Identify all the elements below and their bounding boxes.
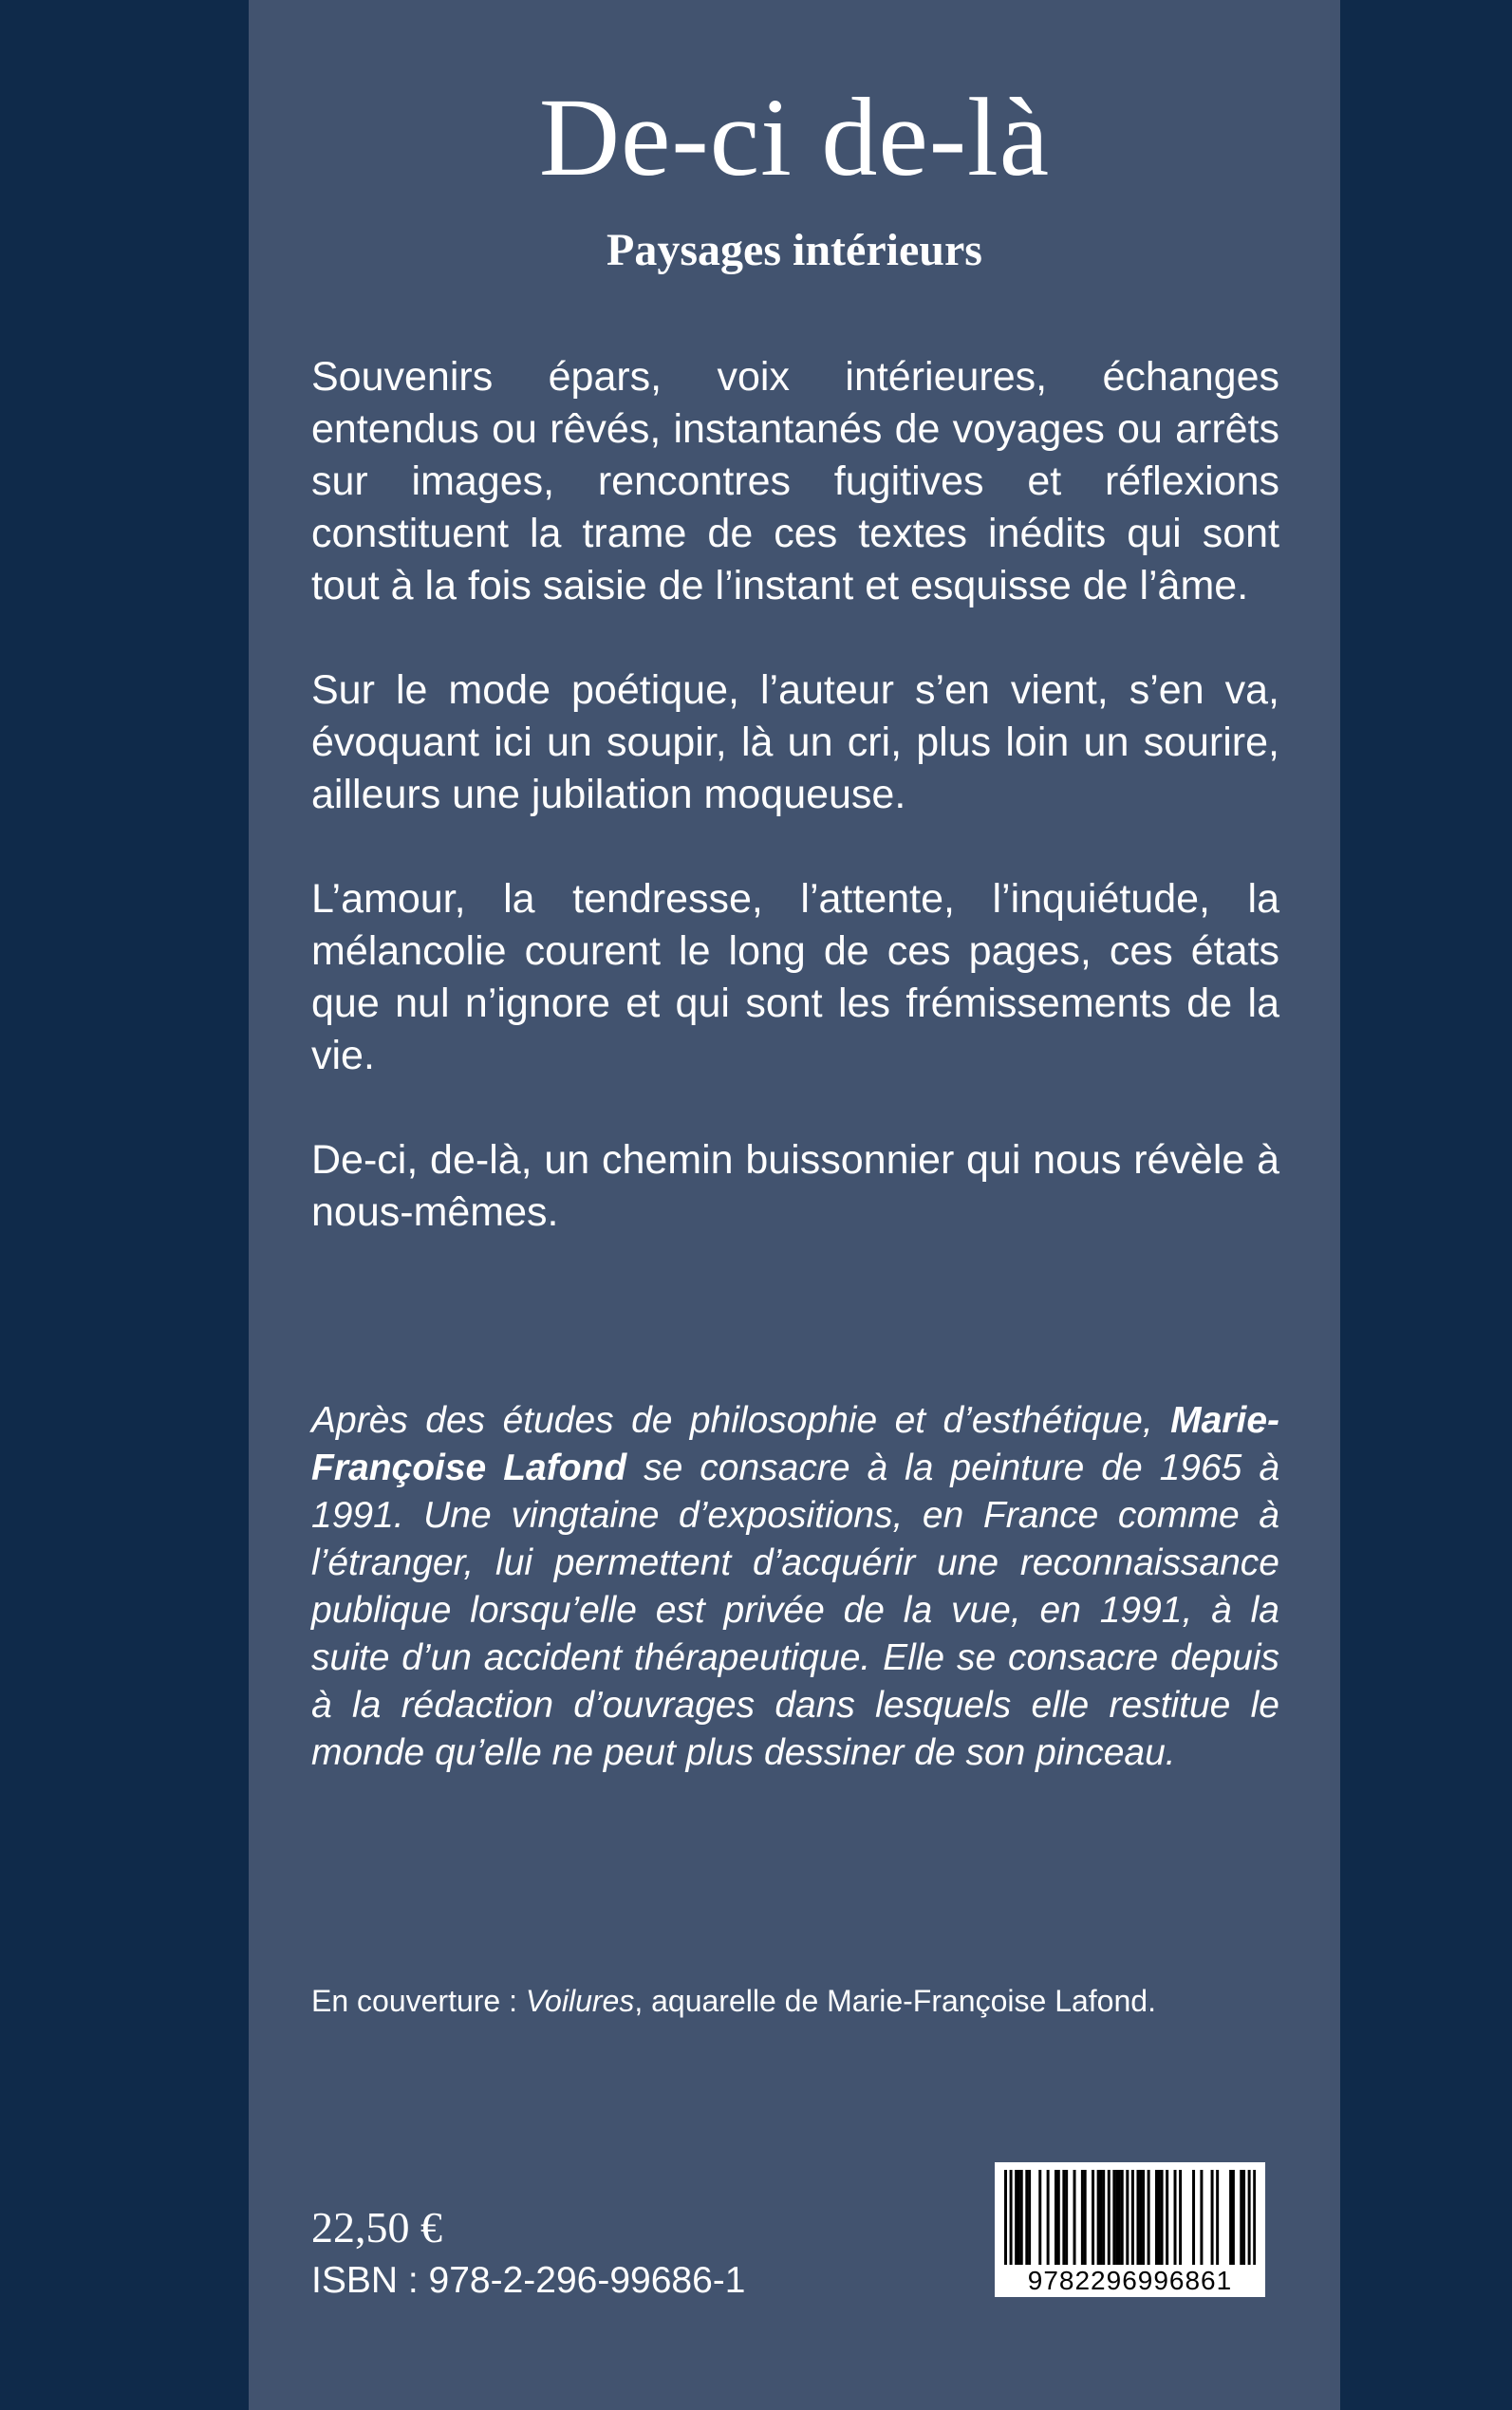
barcode-bar bbox=[1057, 2170, 1060, 2265]
barcode-bar bbox=[1004, 2170, 1007, 2265]
barcode-bar bbox=[1020, 2170, 1023, 2265]
barcode-bar bbox=[1139, 2170, 1142, 2265]
barcode-bar bbox=[1112, 2170, 1115, 2265]
barcode-bar bbox=[1099, 2170, 1102, 2265]
barcode-bar bbox=[1121, 2170, 1124, 2265]
barcode-bar bbox=[1115, 2170, 1118, 2265]
barcode-bar bbox=[1242, 2170, 1245, 2265]
author-bio bbox=[311, 1397, 1279, 1777]
bio-rest: se consacre à la peinture de 1965 à 1991. Une vingtaine d’expositions, en France comme à l’étranger, lui permettent d’acquérir une reconnaissance publique lorsqu’elle est privée de la vue, en 1991, à la suite d’un accident thérapeutique. Elle se consacre depuis à la rédaction d’ouvrages dans lesquels elle restitue le monde qu’elle ne peut plus dessiner de son pinceau. bbox=[311, 1448, 1280, 1773]
barcode-bars bbox=[1004, 2170, 1256, 2265]
barcode-bar bbox=[1229, 2170, 1232, 2265]
barcode-bar bbox=[1200, 2170, 1203, 2265]
isbn: ISBN : 978-2-296-99686-1 bbox=[311, 2260, 746, 2301]
barcode-bar bbox=[1118, 2170, 1121, 2265]
cover-credit-suffix: , aquarelle de Marie-Françoise Lafond. bbox=[634, 1984, 1156, 2018]
barcode-bar bbox=[1084, 2170, 1087, 2265]
price: 22,50 € bbox=[311, 2203, 442, 2251]
back-cover bbox=[249, 0, 1340, 2410]
barcode-bar bbox=[1081, 2170, 1084, 2265]
barcode-bar bbox=[1126, 2170, 1129, 2265]
barcode-bar bbox=[1148, 2170, 1150, 2265]
barcode-bar bbox=[1158, 2170, 1161, 2265]
barcode-bar bbox=[1131, 2170, 1134, 2265]
barcode-bar bbox=[1240, 2170, 1242, 2265]
barcode-bar bbox=[1065, 2170, 1068, 2265]
bio-intro: Après des études de philosophie et d’esthétique, bbox=[311, 1400, 1171, 1441]
blurb-paragraph: L’amour, la tendresse, l’attente, l’inquiétude, la mélancolie courent le long de ces pages, ces états que nul n’ignore et qui sont les frémissements de la vie. bbox=[311, 876, 1279, 1078]
blurb-paragraph: Sur le mode poétique, l’auteur s’en vient, s’en va, évoquant ici un soupir, là un cri, plus loin un sourire, ailleurs une jubilation moqueuse. bbox=[311, 667, 1279, 817]
barcode-bar bbox=[1232, 2170, 1235, 2265]
barcode-bar bbox=[1097, 2170, 1100, 2265]
barcode-bar bbox=[1161, 2170, 1164, 2265]
blurb-paragraph: Souvenirs épars, voix intérieures, échanges entendus ou rêvés, instantanés de voyages ou arrêts sur images, rencontres fugitives et réflexions constituent la trame de ces textes inédits qui sont tout à la fois saisie de l’instant et esquisse de l’âme. bbox=[311, 354, 1279, 608]
cover-credit-prefix: En couverture : bbox=[311, 1984, 526, 2018]
barcode-bar bbox=[1108, 2170, 1111, 2265]
blurb-paragraph: De-ci, de-là, un chemin buissonnier qui nous révèle à nous-mêmes. bbox=[311, 1137, 1279, 1235]
barcode-bar bbox=[1174, 2170, 1177, 2265]
barcode-bar bbox=[1155, 2170, 1158, 2265]
barcode-bar bbox=[1025, 2170, 1028, 2265]
barcode-digits: 9782296996861 bbox=[1027, 2266, 1233, 2295]
barcode-bar bbox=[1010, 2170, 1013, 2265]
barcode-bar bbox=[1211, 2170, 1214, 2265]
barcode bbox=[995, 2162, 1265, 2297]
barcode-bar bbox=[1216, 2170, 1219, 2265]
blurb bbox=[311, 351, 1279, 1291]
barcode-bar bbox=[1102, 2170, 1105, 2265]
barcode-bar bbox=[1047, 2170, 1050, 2265]
barcode-bar bbox=[1136, 2170, 1139, 2265]
barcode-bar bbox=[1055, 2170, 1057, 2265]
author-name: Marie-Françoise Lafond bbox=[311, 1400, 1279, 1488]
barcode-bar bbox=[1142, 2170, 1145, 2265]
barcode-bar bbox=[1166, 2170, 1168, 2265]
barcode-bar bbox=[1192, 2170, 1195, 2265]
book-title: De-ci de-là bbox=[538, 75, 1051, 199]
barcode-bar bbox=[1253, 2170, 1256, 2265]
barcode-bar bbox=[1179, 2170, 1182, 2265]
left-flap bbox=[0, 0, 249, 2410]
cover-credit bbox=[311, 1982, 1156, 2020]
book-subtitle: Paysages intérieurs bbox=[607, 225, 982, 275]
barcode-bar bbox=[1073, 2170, 1076, 2265]
barcode-bar bbox=[1038, 2170, 1041, 2265]
barcode-bar bbox=[1062, 2170, 1065, 2265]
barcode-bar bbox=[1017, 2170, 1020, 2265]
barcode-bar bbox=[1015, 2170, 1017, 2265]
barcode-bar bbox=[1092, 2170, 1094, 2265]
barcode-bar bbox=[1248, 2170, 1251, 2265]
right-flap bbox=[1340, 0, 1512, 2410]
cover-artwork-title: Voilures bbox=[525, 1984, 635, 2018]
barcode-bar bbox=[1028, 2170, 1031, 2265]
